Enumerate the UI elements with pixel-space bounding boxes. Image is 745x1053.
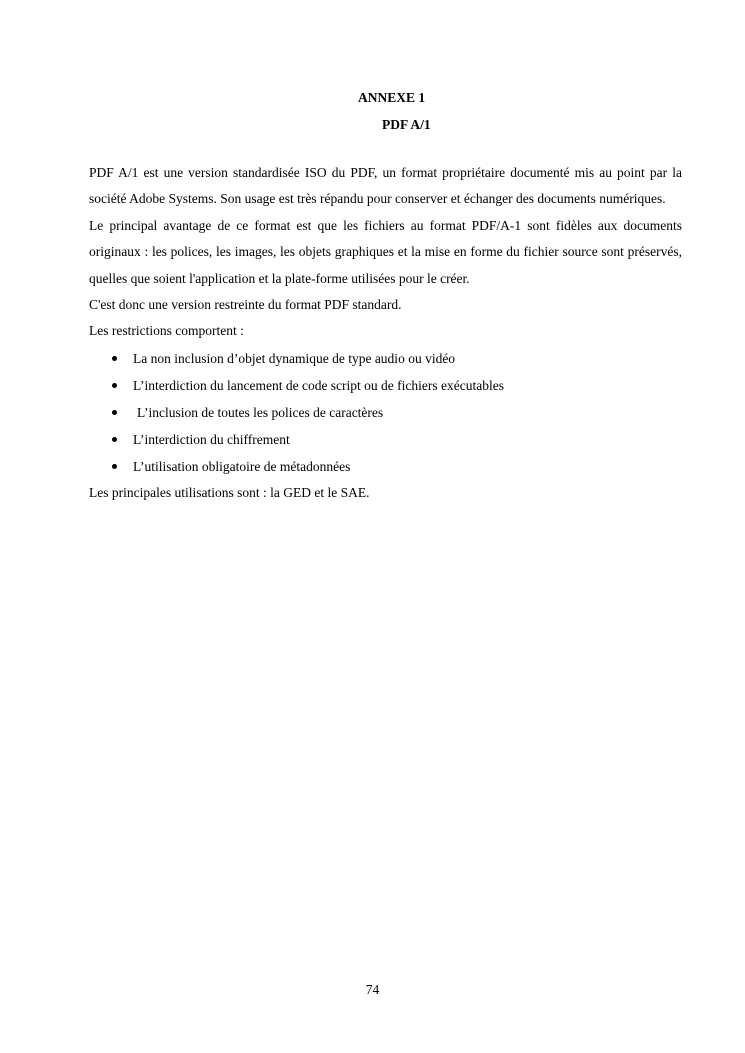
bullet-icon (112, 356, 117, 361)
list-item-text: L’inclusion de toutes les polices de caractères (137, 404, 384, 420)
list-item (89, 453, 682, 480)
paragraph-closing: Les principales utilisations sont : la GED et le SAE. (89, 484, 370, 500)
paragraph-advantage: Le principal avantage de ce format est que les fichiers au format PDF/A-1 sont fidèles aux documents originaux : les polices, les images, les objets graphiques et la mise en forme du fichier source sont préservés, quelles que soient l'application et la plate-forme utilisées pour le créer. (89, 217, 682, 286)
bullet-icon (112, 464, 117, 469)
paragraph-intro: PDF A/1 est une version standardisée ISO du PDF, un format propriétaire documenté mis au point par la société Adobe Systems. Son usage est très répandu pour conserver et échanger des documents numériques. (89, 165, 682, 207)
paragraph-summary: C'est donc une version restreinte du format PDF standard. (89, 297, 402, 313)
list-item (89, 426, 682, 453)
list-item-text: L’interdiction du lancement de code script ou de fichiers exécutables (133, 377, 504, 393)
annex-title: ANNEXE 1 (358, 90, 426, 105)
list-item (89, 345, 682, 372)
list-item-text: L’interdiction du chiffrement (133, 431, 290, 447)
bullet-icon (112, 437, 117, 442)
list-item-text: L’utilisation obligatoire de métadonnées (133, 458, 351, 474)
document-body (89, 160, 682, 506)
list-item (89, 399, 682, 426)
list-item-text: La non inclusion d’objet dynamique de type audio ou vidéo (133, 350, 456, 366)
annex-subtitle: PDF A/1 (382, 117, 431, 132)
page-number: 74 (365, 982, 380, 997)
list-item (89, 372, 682, 399)
restrictions-intro: Les restrictions comportent : (89, 323, 244, 339)
restrictions-list (89, 345, 682, 480)
bullet-icon (112, 383, 117, 388)
bullet-icon (112, 410, 117, 415)
